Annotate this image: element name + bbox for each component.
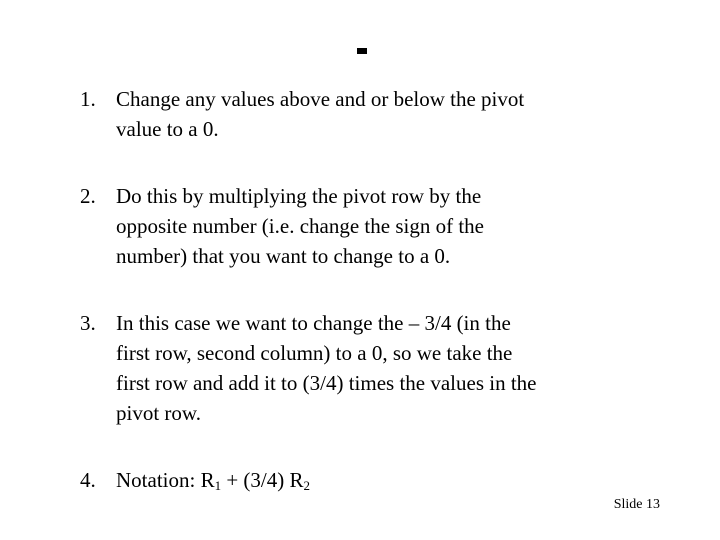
slide-number: Slide 13	[613, 497, 660, 512]
text-line: first row, second column) to a 0, so we take the	[116, 341, 513, 365]
list-item	[80, 84, 680, 144]
notation-middle: + (3/4) R	[221, 468, 304, 492]
list-item-text	[116, 308, 680, 428]
text-line: Do this by multiplying the pivot row by the	[116, 184, 482, 208]
list-item-number: 2.	[80, 184, 96, 208]
text-line: In this case we want to change the – 3/4 (in the	[116, 311, 511, 335]
row-subscript: 2	[303, 478, 311, 493]
list-item-text	[116, 84, 680, 144]
text-line: value to a 0.	[116, 117, 219, 141]
list-item	[80, 308, 680, 428]
list-item	[80, 181, 680, 271]
slide-title-dash	[357, 48, 367, 54]
text-line: opposite number (i.e. change the sign of the	[116, 214, 484, 238]
text-line: number) that you want to change to a 0.	[116, 244, 451, 268]
list-item-number: 3.	[80, 311, 96, 335]
list-item-text	[116, 181, 680, 271]
list-item-number: 1.	[80, 87, 96, 111]
list-item-number: 4.	[80, 468, 96, 492]
text-line: Change any values above and or below the pivot	[116, 87, 525, 111]
list-item	[80, 465, 680, 495]
row-subscript: 1	[214, 478, 222, 493]
text-line: pivot row.	[116, 401, 201, 425]
notation-label: Notation: R	[116, 468, 215, 492]
text-line: first row and add it to (3/4) times the values in the	[116, 371, 537, 395]
notation-text	[116, 465, 680, 495]
notation-line	[116, 465, 680, 495]
